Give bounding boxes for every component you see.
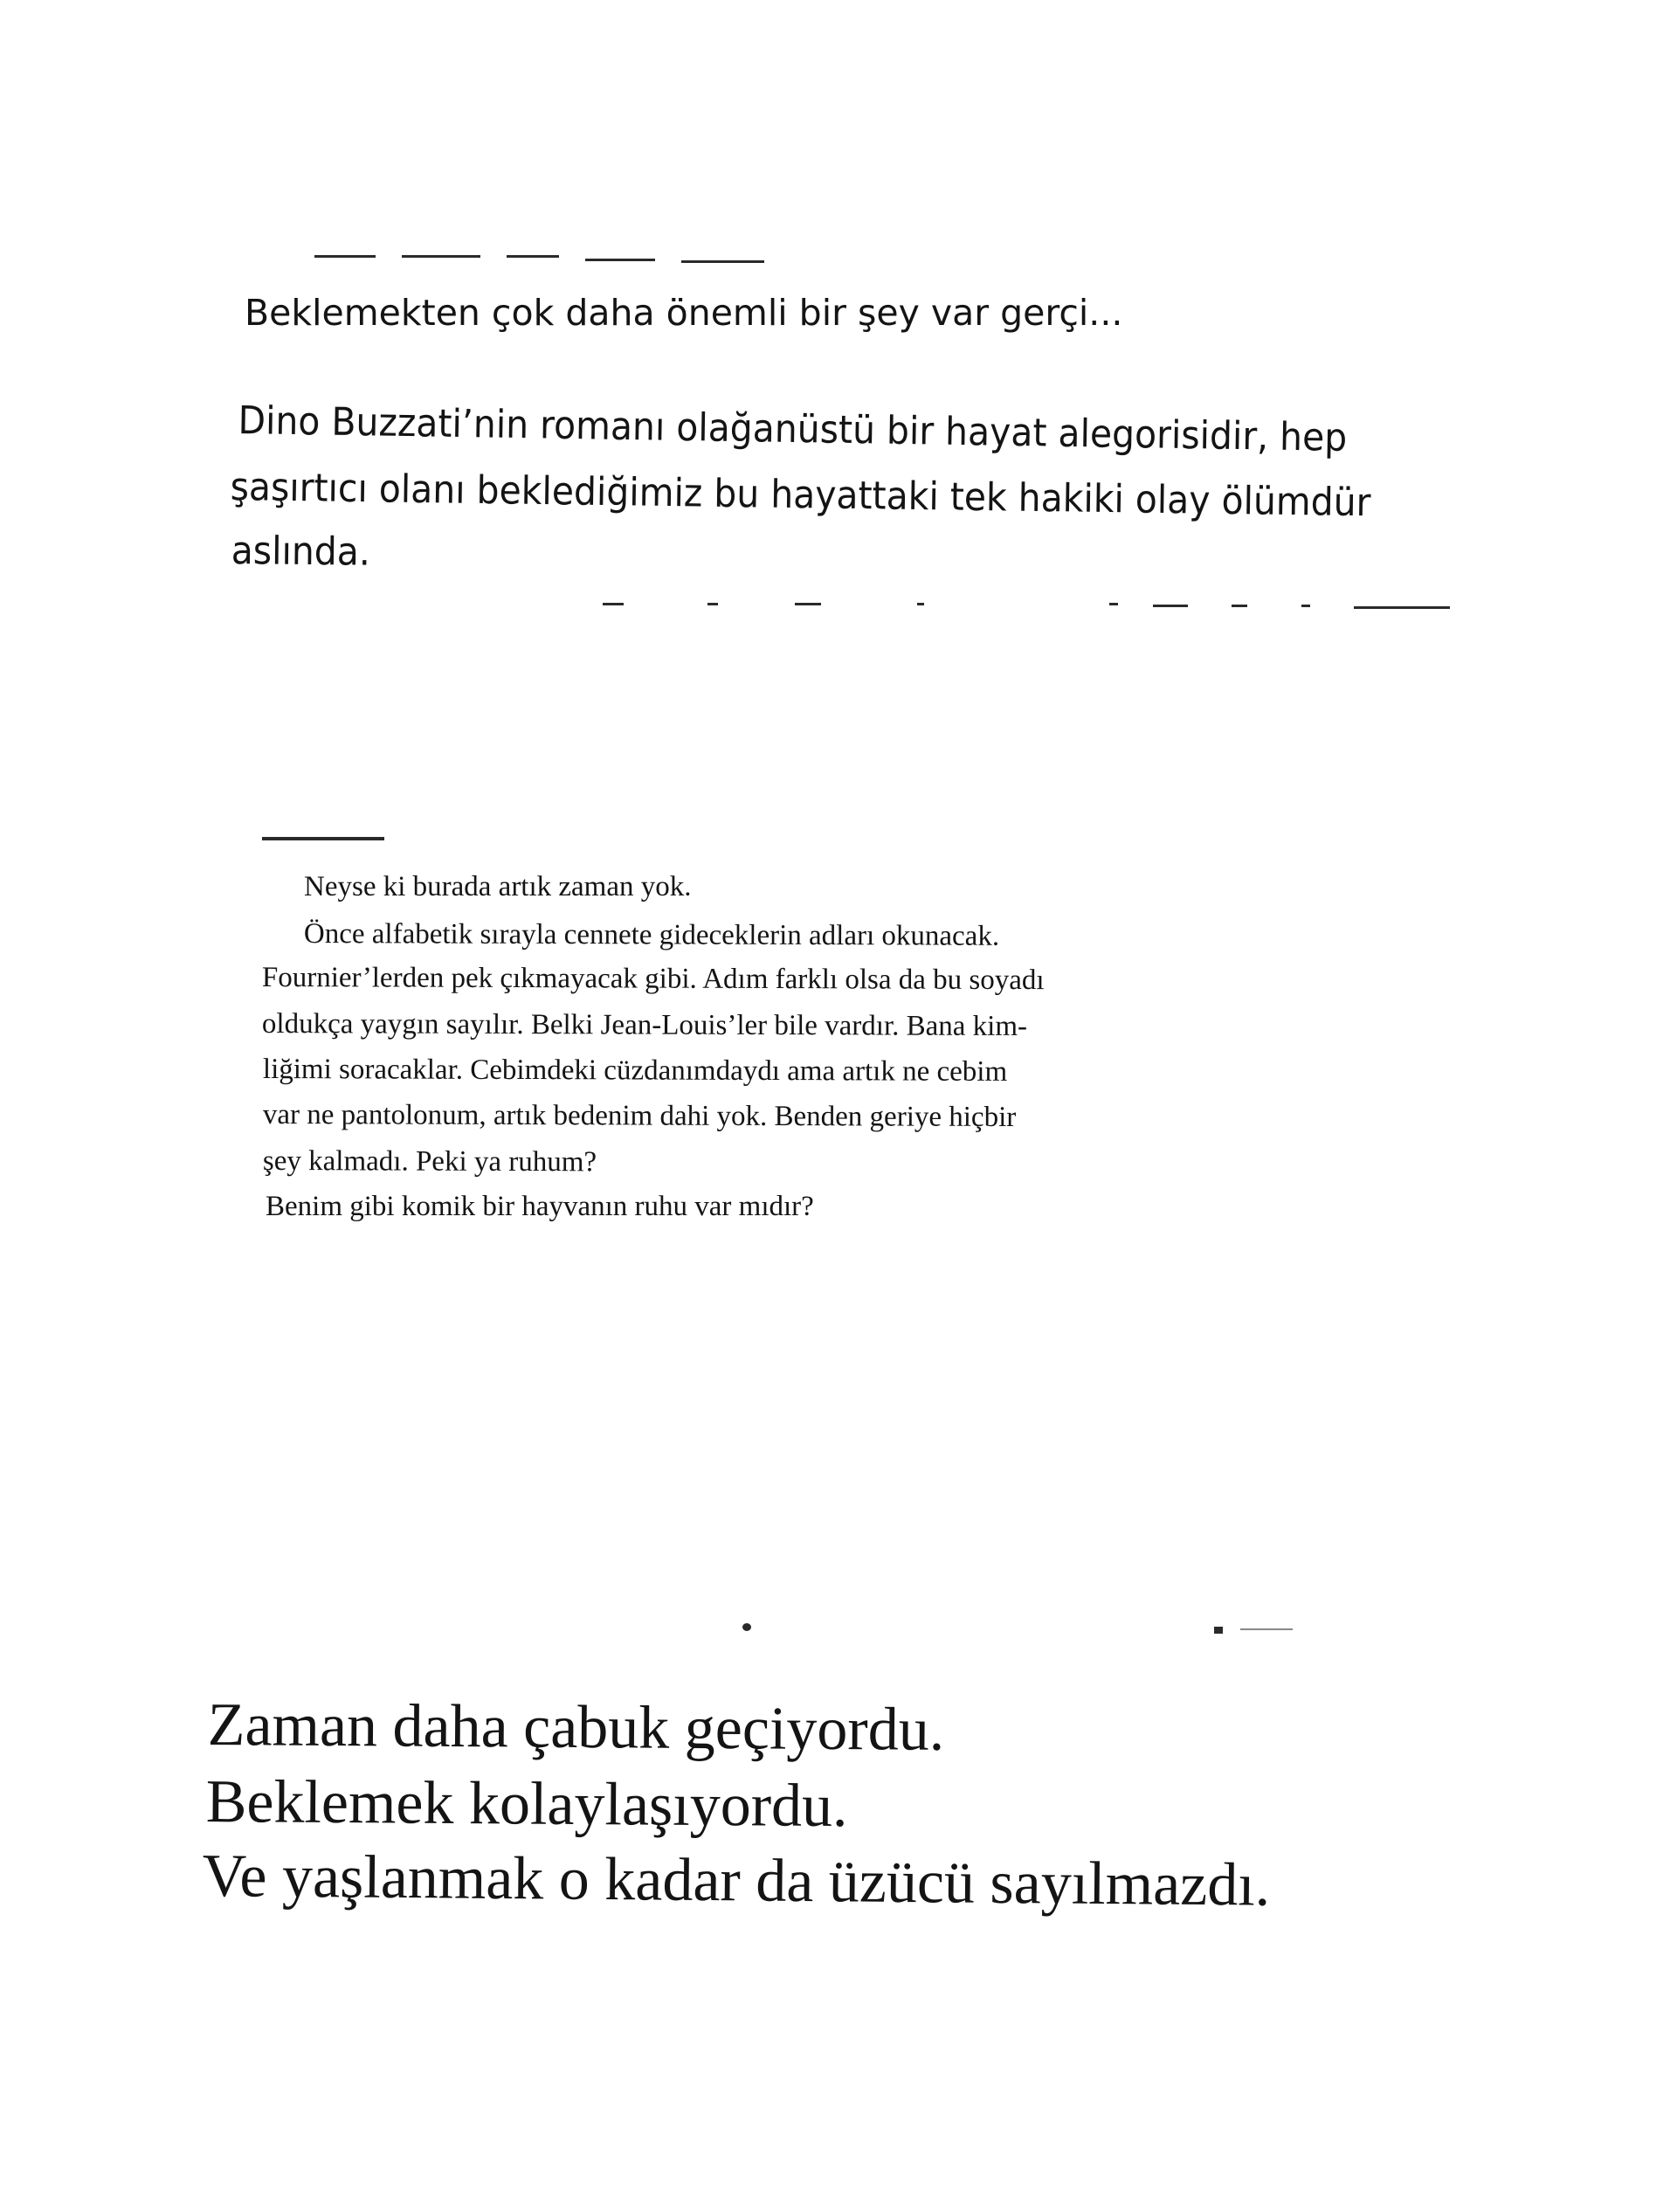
excerpt-line: Neyse ki burada artık zaman yok. (304, 871, 692, 902)
excerpt-line: Zaman daha çabuk geçiyordu. (207, 1691, 945, 1764)
excerpt-line: oldukça yaygın sayılır. Belki Jean-Louis’ler bile vardır. Bana kim- (261, 1008, 1028, 1043)
cut-off-line-top (742, 1621, 1301, 1639)
excerpt-line: Beklemekten çok daha önemli bir şey var gerçi... (245, 292, 1123, 334)
excerpt-line: Benim gibi komik bir hayvanın ruhu var mıdır? (266, 1191, 814, 1222)
excerpt-line: Dino Buzzati’nin romanı olağanüstü bir hayat alegorisidir, hep (238, 398, 1348, 460)
text-clipping-2 (0, 804, 1677, 1258)
cut-off-line-bottom (603, 599, 1459, 617)
cut-off-line-top (262, 833, 402, 846)
excerpt-line: aslında. (231, 529, 371, 575)
excerpt-line: Beklemek kolaylaşıyordu. (205, 1768, 848, 1841)
excerpt-line: var ne pantolonum, artık bedenim dahi yok. Benden geriye hiçbir (262, 1099, 1017, 1134)
excerpt-line: Ve yaşlanmak o kadar da üzücü sayılmazdı. (202, 1842, 1271, 1919)
excerpt-line: Önce alfabetik sırayla cennete gideceklerin adları okunacak. (303, 918, 1000, 952)
text-clipping-3 (0, 1573, 1677, 2114)
excerpt-line: şaşırtıcı olanı beklediğimiz bu hayattaki tek hakiki olay ölümdür (230, 465, 1371, 526)
excerpt-line: şey kalmadı. Peki ya ruhum? (262, 1145, 597, 1179)
excerpt-line: Fournier’lerden pek çıkmayacak gibi. Adım farklı olsa da bu soyadı (261, 962, 1045, 997)
text-clipping-1 (0, 0, 1677, 664)
excerpt-line: liğimi soracaklar. Cebimdeki cüzdanımdaydı ama artık ne cebim (262, 1054, 1008, 1088)
cut-off-line-top (314, 250, 769, 267)
